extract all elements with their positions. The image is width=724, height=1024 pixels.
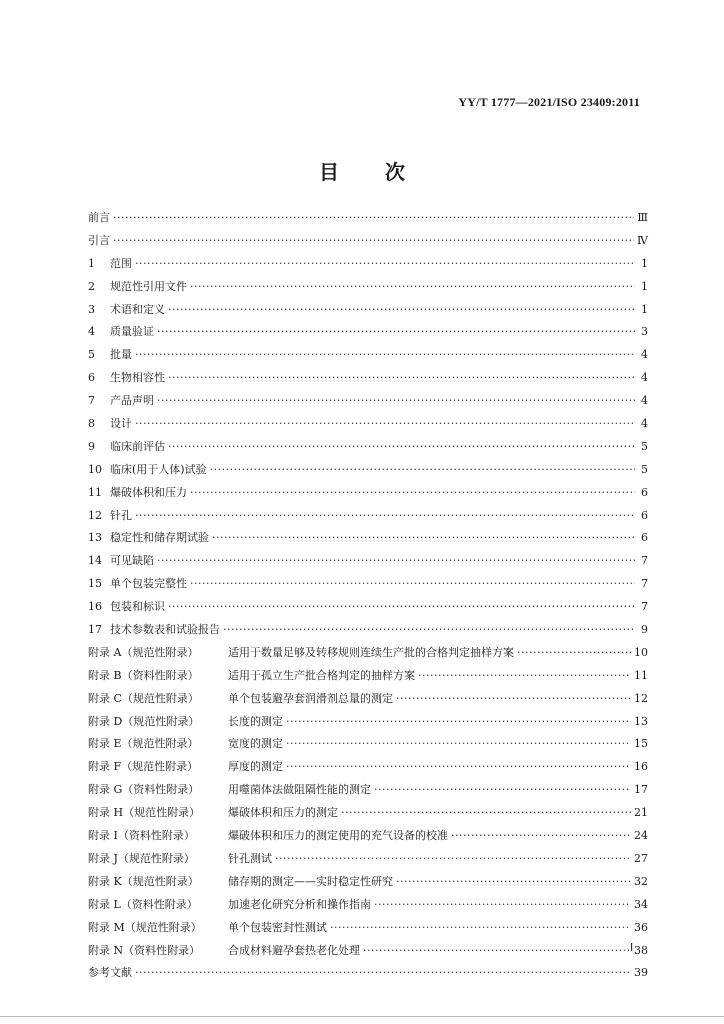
toc-entry-number: 9 [88,439,95,453]
toc-entry-page: 17 [634,783,648,797]
toc-entry-page: 9 [641,623,648,637]
toc-entry-page: 21 [634,806,648,820]
toc-entry-page: 4 [641,348,648,362]
leader-dots [330,921,631,935]
toc-entry-label: 单个包装完整性 [110,577,187,591]
toc-entry-annex-b[interactable] [88,669,648,692]
leader-dots [286,715,631,729]
toc-entry-number: 15 [88,577,102,591]
toc-entry-page: 4 [641,394,648,408]
leader-dots [157,394,635,408]
annex-label: 附录 B（资料性附录） [88,668,199,682]
toc-entry-number: 6 [88,371,95,385]
toc-entry-page: 24 [634,829,648,843]
page-edge-line [0,1016,724,1017]
toc-entry-number: 13 [88,531,102,545]
toc-entry-number: 1 [88,256,95,270]
toc-entry-label: 适用于孤立生产批合格判定的抽样方案 [228,668,415,682]
toc-entry-page: 16 [634,760,648,774]
annex-label: 附录 K（规范性附录） [88,874,199,888]
leader-dots [168,371,635,385]
toc-entry-clause-9[interactable] [88,440,648,463]
toc-entry-number: 16 [88,600,102,614]
toc-entry-label: 合成材料避孕套热老化处理 [228,943,360,957]
toc-entry-page: 32 [634,874,648,888]
toc-entry-page: 5 [641,439,648,453]
leader-dots [210,463,635,477]
toc-entry-number: 3 [88,302,95,316]
leader-dots [212,531,635,545]
annex-label: 附录 L（资料性附录） [88,897,198,911]
leader-dots [113,234,634,248]
toc-entry-clause-5[interactable] [88,348,648,371]
annex-label: 附录 E（规范性附录） [88,737,199,751]
toc-entry-page: 11 [634,668,648,682]
toc-entry-page: 34 [634,897,648,911]
toc-entry-page: 38 [634,943,648,957]
toc-entry-label: 术语和定义 [110,302,165,316]
toc-entry-clause-13[interactable] [88,531,648,554]
toc-entry-clause-11[interactable] [88,486,648,509]
toc-entry-page: 1 [641,302,648,316]
toc-entry-label: 质量验证 [110,325,154,339]
leader-dots [113,211,634,225]
leader-dots [135,417,635,431]
toc-entry-annex-l[interactable] [88,898,648,921]
page-folio: Ⅰ [630,942,634,954]
toc-entry-page: Ⅳ [637,233,648,247]
toc-entry-number: 8 [88,417,95,431]
leader-dots [135,966,631,980]
toc-entry-clause-3[interactable] [88,303,648,326]
table-of-contents [88,211,648,989]
toc-entry-label: 加速老化研究分析和操作指南 [228,897,371,911]
annex-label: 附录 C（规范性附录） [88,691,199,705]
toc-entry-label: 批量 [110,348,132,362]
toc-entry-annex-i[interactable] [88,829,648,852]
toc-entry-clause-8[interactable] [88,417,648,440]
toc-entry-page: 12 [634,691,648,705]
toc-entry-page: Ⅲ [637,211,648,224]
toc-entry-label: 适用于数量足够及转移规则连续生产批的合格判定抽样方案 [228,645,514,659]
toc-entry-clause-2[interactable] [88,280,648,303]
toc-entry-annex-n[interactable] [88,944,648,967]
toc-entry-label: 稳定性和储存期试验 [110,531,209,545]
leader-dots [168,600,635,614]
toc-entry-number: 7 [88,394,95,408]
toc-entry-label: 临床前评估 [110,439,165,453]
toc-entry-label: 用噬菌体法做阻隔性能的测定 [228,783,371,797]
toc-entry-label: 长度的测定 [228,714,283,728]
toc-entry-number: 2 [88,279,95,293]
toc-entry-number: 12 [88,508,102,522]
leader-dots [223,623,635,637]
toc-entry-page: 1 [641,279,648,293]
leader-dots [135,509,635,523]
toc-entry-label: 引言 [88,233,110,247]
toc-entry-foreword[interactable] [88,211,648,234]
toc-entry-clause-16[interactable] [88,600,648,623]
toc-entry-label: 规范性引用文件 [110,279,187,293]
toc-entry-page: 36 [634,920,648,934]
toc-entry-page: 7 [641,554,648,568]
toc-entry-page: 6 [641,508,648,522]
toc-entry-page: 13 [634,714,648,728]
toc-entry-annex-k[interactable] [88,875,648,898]
annex-label: 附录 N（资料性附录） [88,943,201,957]
toc-entry-label: 参考文献 [88,966,132,980]
page-title: 目次 [319,160,451,184]
leader-dots [418,669,631,683]
toc-entry-annex-e[interactable] [88,737,648,760]
toc-entry-introduction[interactable] [88,234,648,257]
toc-entry-label: 临床(用于人体)试验 [110,462,207,476]
toc-entry-clause-7[interactable] [88,394,648,417]
standard-number: YY/T 1777—2021/ISO 23409:2011 [458,95,640,109]
annex-label: 附录 A（规范性附录） [88,645,199,659]
toc-entry-page: 1 [641,256,648,270]
toc-entry-page: 4 [641,371,648,385]
toc-entry-clause-15[interactable] [88,577,648,600]
toc-entry-page: 6 [641,485,648,499]
leader-dots [135,348,635,362]
toc-entry-label: 爆破体积和压力的测定 [228,806,338,820]
leader-dots [396,692,631,706]
toc-entry-page: 4 [641,417,648,431]
toc-entry-number: 11 [88,485,102,499]
annex-label: 附录 D（规范性附录） [88,714,200,728]
toc-entry-label: 可见缺陷 [110,554,154,568]
toc-entry-page: 6 [641,531,648,545]
leader-dots [157,554,635,568]
toc-entry-label: 针孔 [110,508,132,522]
toc-entry-label: 宽度的测定 [228,737,283,751]
leader-dots [275,852,631,866]
leader-dots [374,783,631,797]
toc-entry-label: 技术参数表和试验报告 [110,623,220,637]
leader-dots [341,806,631,820]
toc-entry-label: 爆破体积和压力 [110,485,187,499]
toc-entry-clause-12[interactable] [88,509,648,532]
leader-dots [168,303,635,317]
toc-entry-label: 针孔测试 [228,851,272,865]
toc-entry-label: 单个包装避孕套润滑剂总量的测定 [228,691,393,705]
toc-entry-clause-6[interactable] [88,371,648,394]
toc-entry-clause-4[interactable] [88,325,648,348]
toc-entry-page: 7 [641,600,648,614]
leader-dots [286,737,631,751]
leader-dots [363,944,631,958]
leader-dots [396,875,631,889]
toc-entry-annex-d[interactable] [88,715,648,738]
toc-entry-annex-j[interactable] [88,852,648,875]
leader-dots [517,646,631,660]
toc-entry-annex-a[interactable] [88,646,648,669]
leader-dots [190,280,635,294]
toc-entry-annex-g[interactable] [88,783,648,806]
toc-entry-clause-17[interactable] [88,623,648,646]
toc-entry-number: 14 [88,554,102,568]
leader-dots [374,898,631,912]
toc-entry-annex-h[interactable] [88,806,648,829]
annex-label: 附录 I（资料性附录） [88,829,195,843]
annex-label: 附录 J（规范性附录） [88,851,195,865]
toc-entry-references[interactable] [88,966,648,989]
toc-entry-page: 39 [634,966,648,980]
annex-label: 附录 G（资料性附录） [88,783,200,797]
leader-dots [168,440,635,454]
toc-entry-clause-14[interactable] [88,554,648,577]
toc-entry-label: 产品声明 [110,394,154,408]
toc-entry-label: 设计 [110,417,132,431]
toc-entry-number: 17 [88,623,102,637]
toc-entry-clause-1[interactable] [88,257,648,280]
toc-entry-annex-f[interactable] [88,760,648,783]
toc-entry-label: 储存期的测定——实时稳定性研究 [228,874,393,888]
toc-entry-page: 27 [634,851,648,865]
leader-dots [157,325,635,339]
toc-entry-page: 7 [641,577,648,591]
leader-dots [190,486,635,500]
leader-dots [135,257,635,271]
annex-label: 附录 F（规范性附录） [88,760,199,774]
toc-entry-page: 10 [634,645,648,659]
toc-entry-page: 3 [641,325,648,339]
toc-entry-label: 生物相容性 [110,371,165,385]
toc-entry-annex-m[interactable] [88,921,648,944]
annex-label: 附录 M（规范性附录） [88,920,202,934]
toc-entry-label: 爆破体积和压力的测定使用的充气设备的校准 [228,829,448,843]
toc-entry-page: 15 [634,737,648,751]
toc-entry-clause-10[interactable] [88,463,648,486]
toc-entry-label: 厚度的测定 [228,760,283,774]
toc-entry-number: 10 [88,462,102,476]
toc-entry-page: 5 [641,462,648,476]
leader-dots [190,577,635,591]
toc-entry-label: 前言 [88,211,110,224]
toc-entry-annex-c[interactable] [88,692,648,715]
leader-dots [451,829,631,843]
toc-entry-label: 包装和标识 [110,600,165,614]
leader-dots [286,760,631,774]
toc-entry-number: 4 [88,325,95,339]
annex-label: 附录 H（规范性附录） [88,806,201,820]
toc-entry-number: 5 [88,348,95,362]
toc-entry-label: 单个包装密封性测试 [228,920,327,934]
toc-entry-label: 范围 [110,256,132,270]
